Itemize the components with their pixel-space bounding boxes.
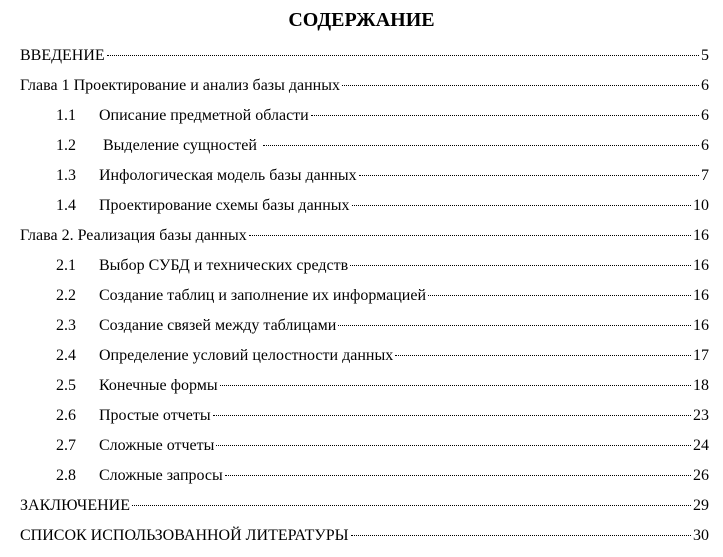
toc-entry-page-number: 23 <box>693 407 709 424</box>
toc-entry <box>56 313 709 339</box>
toc-dot-leader <box>220 385 691 386</box>
toc-entry-number: 1.1 <box>56 107 76 124</box>
toc-dot-leader <box>249 235 691 236</box>
toc-dot-leader <box>213 415 691 416</box>
toc-entry-page-number: 16 <box>693 227 709 244</box>
toc-entry-page-number: 6 <box>701 77 709 94</box>
toc-dot-leader <box>359 175 699 176</box>
toc-dot-leader <box>395 355 691 356</box>
toc-entry-label: Выбор СУБД и технических средств <box>99 257 349 274</box>
toc-entry <box>56 463 709 489</box>
toc-entry-label: Описание предметной области <box>99 107 309 124</box>
toc-entry-page-number: 24 <box>693 437 709 454</box>
toc-entry <box>56 343 709 369</box>
toc-entry <box>56 103 709 129</box>
toc-entry-number: 2.1 <box>56 257 76 274</box>
toc-entry <box>56 373 709 399</box>
toc-entry <box>56 433 709 459</box>
toc-entry <box>20 73 709 99</box>
toc-entry-label: Простые отчеты <box>99 407 211 424</box>
toc-entry-label: Создание таблиц и заполнение их информацией <box>99 287 427 304</box>
toc-entry-page-number: 17 <box>693 347 709 364</box>
toc-entry <box>56 403 709 429</box>
toc-dot-leader <box>342 85 699 86</box>
toc-entry <box>56 253 709 279</box>
toc-entry-page-number: 26 <box>693 467 709 484</box>
toc-entry-page-number: 30 <box>693 527 709 544</box>
toc-dot-leader <box>263 145 699 146</box>
toc-entry-label: Конечные формы <box>99 377 218 394</box>
toc-dot-leader <box>107 55 699 56</box>
toc-dot-leader <box>132 505 691 506</box>
toc-entry-label: Создание связей между таблицами <box>99 317 337 334</box>
toc-entry-label: Сложные отчеты <box>99 437 215 454</box>
toc-entry-label: Сложные запросы <box>99 467 223 484</box>
toc-entry-page-number: 6 <box>701 107 709 124</box>
toc-entry-label: ВВЕДЕНИЕ <box>20 47 105 64</box>
toc-dot-leader <box>311 115 699 116</box>
toc-entry <box>20 223 709 249</box>
toc-entry-number: 1.3 <box>56 167 76 184</box>
toc-entry-label: СПИСОК ИСПОЛЬЗОВАННОЙ ЛИТЕРАТУРЫ <box>20 527 349 544</box>
toc-entry-page-number: 5 <box>701 47 709 64</box>
toc-entry <box>20 493 709 519</box>
toc-entry-number: 2.7 <box>56 437 76 454</box>
toc-entry <box>56 163 709 189</box>
toc-entry-number: 2.2 <box>56 287 76 304</box>
toc-entry-page-number: 16 <box>693 257 709 274</box>
toc-entry-label: Выделение сущностей <box>99 137 261 154</box>
toc-entry-label: ЗАКЛЮЧЕНИЕ <box>20 497 130 514</box>
toc-entry-number: 1.4 <box>56 197 76 214</box>
toc-dot-leader <box>225 475 691 476</box>
toc-entry-label: Проектирование схемы базы данных <box>99 197 350 214</box>
toc-title: СОДЕРЖАНИЕ <box>288 9 435 31</box>
toc-entry-number: 2.6 <box>56 407 76 424</box>
toc-dot-leader <box>428 295 691 296</box>
toc-dot-leader <box>350 265 691 266</box>
toc-entry-page-number: 10 <box>693 197 709 214</box>
toc-entry-page-number: 18 <box>693 377 709 394</box>
toc-entry-label: Глава 1 Проектирование и анализ базы данных <box>20 77 340 94</box>
toc-entry-page-number: 16 <box>693 287 709 304</box>
toc-dot-leader <box>216 445 691 446</box>
toc-entry-page-number: 29 <box>693 497 709 514</box>
toc-entry-page-number: 16 <box>693 317 709 334</box>
toc-entry-number: 1.2 <box>56 137 76 154</box>
toc-dot-leader <box>338 325 691 326</box>
toc-entry <box>56 193 709 219</box>
toc-dot-leader <box>352 205 691 206</box>
toc-entry <box>20 43 709 69</box>
toc-entry-number: 2.4 <box>56 347 76 364</box>
toc-entry-label: Инфологическая модель базы данных <box>99 167 357 184</box>
toc-entry-number: 2.5 <box>56 377 76 394</box>
toc-entry-label: Определение условий целостности данных <box>99 347 394 364</box>
toc-entry-number: 2.3 <box>56 317 76 334</box>
toc-entry <box>56 133 709 159</box>
toc-entry-label: Глава 2. Реализация базы данных <box>20 227 247 244</box>
toc-entry <box>20 523 709 549</box>
toc-entry-page-number: 7 <box>701 167 709 184</box>
toc-entry <box>56 283 709 309</box>
toc-entry-number: 2.8 <box>56 467 76 484</box>
toc-entry-page-number: 6 <box>701 137 709 154</box>
toc-dot-leader <box>351 535 691 536</box>
